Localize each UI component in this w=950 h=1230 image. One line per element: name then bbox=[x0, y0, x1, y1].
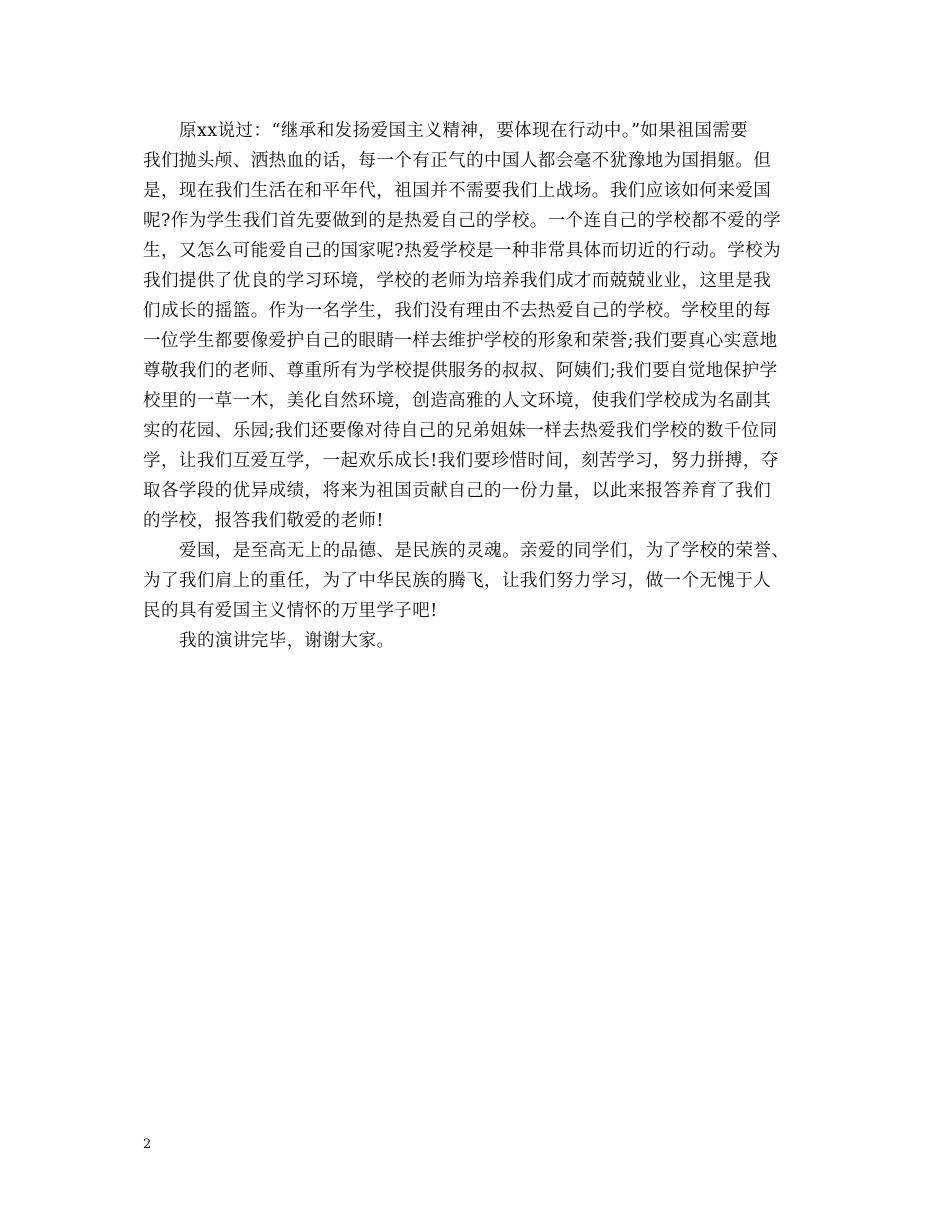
text-line: 实的花园、乐园;我们还要像对待自己的兄弟姐妹一样去热爱我们学校的数千位同 bbox=[143, 421, 778, 441]
speech-body bbox=[143, 116, 809, 656]
text-line: 学，让我们互爱互学，一起欢乐成长!我们要珍惜时间，刻苦学习，努力拼搏，夺 bbox=[143, 451, 779, 471]
text-line: 民的具有爱国主义情怀的万里学子吧! bbox=[143, 601, 438, 621]
text-line: 尊敬我们的老师、尊重所有为学校提供服务的叔叔、阿姨们;我们要自觉地保护学 bbox=[143, 361, 778, 381]
text-line: 我们抛头颅、洒热血的话，每一个有正气的中国人都会毫不犹豫地为国捐躯。但 bbox=[143, 151, 772, 171]
text-line: 爱国，是至高无上的品德、是民族的灵魂。亲爱的同学们，为了学校的荣誉、 bbox=[179, 541, 790, 561]
text-line: 的学校，报答我们敬爱的老师! bbox=[143, 511, 384, 531]
text-line: 一位学生都要像爱护自己的眼睛一样去维护学校的形象和荣誉;我们要真心实意地 bbox=[143, 331, 778, 351]
text-line: 校里的一草一木，美化自然环境，创造高雅的人文环境，使我们学校成为名副其 bbox=[143, 391, 772, 411]
text-line: 我的演讲完毕，谢谢大家。 bbox=[179, 631, 395, 651]
text-line: 我们提供了优良的学习环境，学校的老师为培养我们成才而兢兢业业，这里是我 bbox=[143, 271, 772, 291]
text-line: 呢?作为学生我们首先要做到的是热爱自己的学校。一个连自己的学校都不爱的学 bbox=[143, 211, 782, 231]
text-line: 原xx说过：“继承和发扬爱国主义精神，要体现在行动中。”如果祖国需要 bbox=[179, 121, 749, 141]
text-line: 生，又怎么可能爱自己的国家呢?热爱学校是一种非常具体而切近的行动。学校为 bbox=[143, 241, 782, 261]
text-line: 取各学段的优异成绩，将来为祖国贡献自己的一份力量，以此来报答养育了我们 bbox=[143, 481, 772, 501]
text-line: 为了我们肩上的重任，为了中华民族的腾飞，让我们努力学习，做一个无愧于人 bbox=[143, 571, 772, 591]
text-line: 是，现在我们生活在和平年代，祖国并不需要我们上战场。我们应该如何来爱国 bbox=[143, 181, 772, 201]
text-line: 们成长的摇篮。作为一名学生，我们没有理由不去热爱自己的学校。学校里的每 bbox=[143, 301, 772, 321]
page-number: 2 bbox=[143, 1137, 152, 1152]
